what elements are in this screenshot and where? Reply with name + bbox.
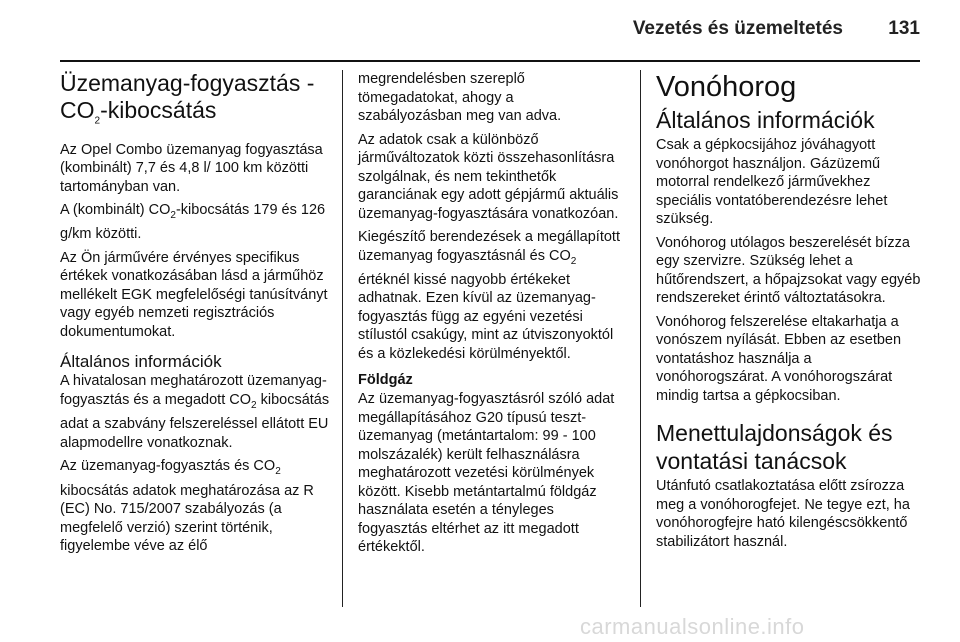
paragraph: Utánfutó csatlakoztatása előtt zsírozza meg a vonóhorogfejet. Ne tegye ezt, ha vonóhorogfejre ható kilengéscsökkentő stabilizátort használ. <box>656 478 910 550</box>
paragraph: megrendelésben szereplő tömegadatokat, ahogy a szabályozásban meg van adva. <box>358 71 562 124</box>
section-heading-driving-towing-tips: Menettulajdonságok és vontatási tanácsok <box>656 420 893 474</box>
paragraph: Az Ön járművére érvényes specifikus értékek vonatkozásában lásd a járműhöz mellékelt EGK megfelelőségi tanúsítványt vagy egyéb nemzeti regisztrációs dokumentumokat. <box>60 249 328 340</box>
paragraph: Az Opel Combo üzemanyag fogyasztása (kombinált) 7,7 és 4,8 l/ 100 km közötti tartományban van. <box>60 141 323 195</box>
section-heading-natural-gas: Földgáz <box>358 372 413 389</box>
paragraph: Vonóhorog utólagos beszerelését bízza egy szervizre. Szükség lehet a hűtőrendszert, a hőpajzsokat vagy egyéb rendszereket érintő változtatásokra. <box>656 234 921 306</box>
paragraph: A hivatalosan meghatározott üzemanyag-fogyasztás és a megadott $CO_2$ kibocsátás adat a szabvány felszereléssel ellátott EU alapmodellre vonatkoznak. <box>60 373 330 451</box>
paragraph: Vonóhorog felszerelése eltakarhatja a vonószem nyílását. Ebben az esetben vontatáshoz használja a vonóhorogszárat. A vonóhorogszárat mindig tartsa a gépkocsiban. <box>656 313 902 404</box>
paragraph: Csak a gépkocsijához jóváhagyott vonóhorgot használjon. Gázüzemű motorral rendelkező járművekhez speciális vontatóberendezésre lehet szükség. <box>656 137 888 227</box>
paragraph: Az üzemanyag-fogyasztás és $CO_2$ kibocsátás adatok meghatározása az R (EC) No. 715/2007 szabályozás (a megfelelő verzió) szerint történik, figyelembe véve az élő <box>60 458 314 555</box>
paragraph: Az adatok csak a különböző járműváltozatok közti összehasonlításra szolgálnak, és nem tekinthetők garanciának egy adott gépjármű aktuális üzemanyag-fogyasztására vonatkozóan. <box>358 131 619 222</box>
column-3 <box>656 70 924 556</box>
header-title: Vezetés és üzemeltetés <box>632 18 843 39</box>
paragraph: Kiegészítő berendezések a megállapított üzemanyag fogyasztásnál és $CO_2$ értéknél kissé nagyobb értékeket adhatnak. Ezen kívül az üzemanyag-fogyasztás függ az egyéni vezetési stílustól csakúgy, mint az útviszonyoktól és a közlekedési körülményektől. <box>358 229 620 362</box>
column-divider-2 <box>640 70 641 607</box>
paragraph: Az üzemanyag-fogyasztásról szóló adat megállapításához G20 típusú teszt-üzemanyag (metántartalom: 99 - 100 molszázalék) került felhasználásra meghatározott vezetési körülmények között. Kisebb metántartalmú földgáz használata esetén a tényleges fogyasztás eltérhet az itt megadott értékektől. <box>358 391 615 556</box>
section-heading-general-info: Általános információk <box>656 107 875 133</box>
section-heading-general-info: Általános információk <box>60 352 222 372</box>
chapter-heading-towbar: Vonóhorog <box>656 71 797 103</box>
header-rule <box>60 60 920 62</box>
section-heading-fuel-consumption: Üzemanyag-fogyasztás - $CO_2$-kibocsátás <box>60 70 315 127</box>
column-divider-1 <box>342 70 343 607</box>
paragraph: A (kombinált) $CO_2$-kibocsátás 179 és 126 g/km közötti. <box>60 202 326 243</box>
watermark: carmanualsonline.info <box>580 614 805 639</box>
column-1 <box>60 70 332 561</box>
page-number: 131 <box>888 18 920 39</box>
page-header <box>0 0 960 58</box>
column-2 <box>358 70 620 562</box>
